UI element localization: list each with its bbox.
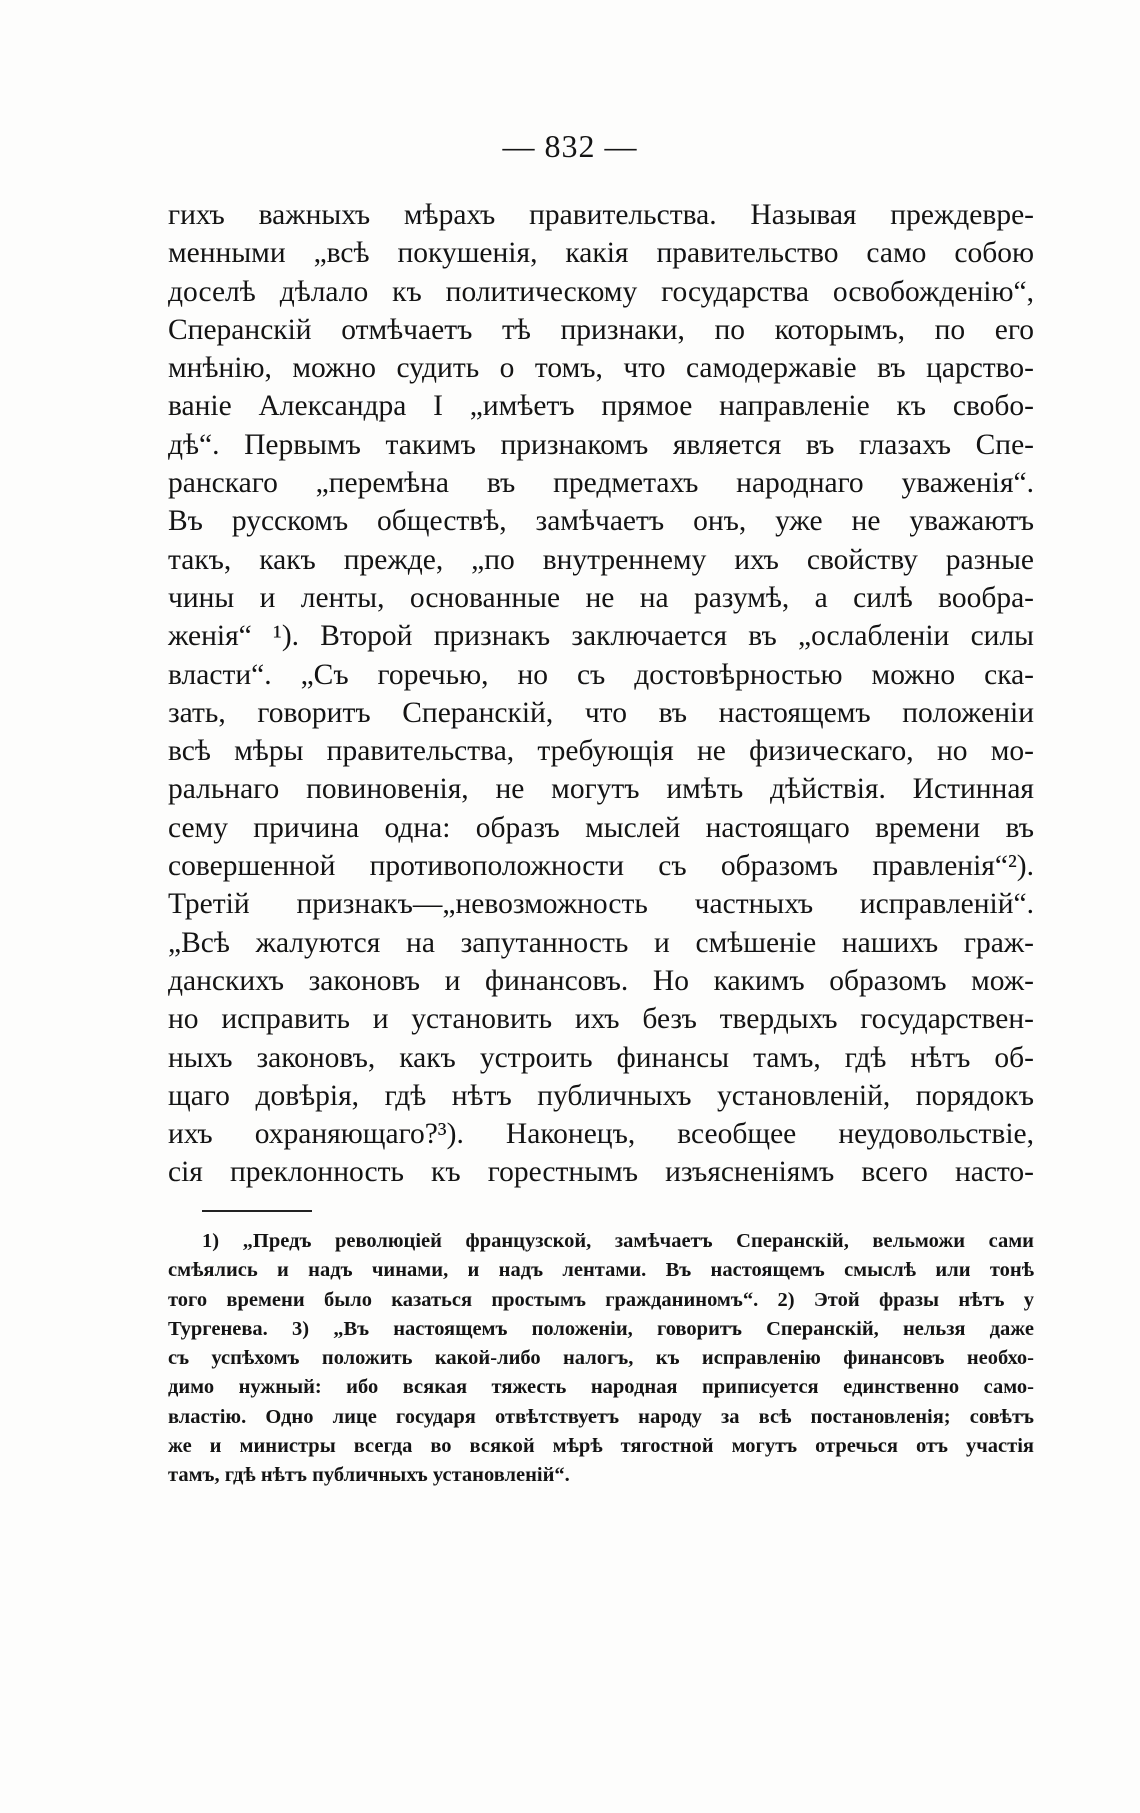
text-line: совершенной противоположности съ образомъ правленія“²).: [168, 850, 1034, 883]
text-line: ихъ охраняющаго?³). Наконецъ, всеобщее неудовольствіе,: [168, 1118, 1034, 1151]
text-line: сему причина одна: образъ мыслей настоящаго времени въ: [168, 811, 1034, 844]
text-line: щаго довѣрія, гдѣ нѣтъ публичныхъ установленій, порядокъ: [168, 1079, 1034, 1112]
text-line: дѣ“. Первымъ такимъ признакомъ является въ глазахъ Спе-: [168, 428, 1034, 461]
footnote-line: димо нужный: ибо всякая тяжесть народная приписуется единственно само-: [168, 1376, 1034, 1399]
text-line: Сперанскій отмѣчаетъ тѣ признаки, по которымъ, по его: [168, 313, 1034, 346]
text-line: ральнаго повиновенія, не могутъ имѣть дѣйствія. Истинная: [168, 773, 1034, 806]
text-line: чины и ленты, основанные не на разумѣ, а силѣ вообра-: [168, 581, 1034, 614]
footnote-line: тамъ, гдѣ нѣтъ публичныхъ установленій“.: [168, 1464, 570, 1487]
text-line: Въ русскомъ обществѣ, замѣчаетъ онъ, уже не уважаютъ: [168, 505, 1034, 538]
footnote-line: того времени было казаться простымъ гражданиномъ“. 2) Этой фразы нѣтъ у: [168, 1288, 1034, 1311]
footnote-line: Тургенева. 3) „Въ настоящемъ положеніи, говоритъ Сперанскій, нельзя даже: [168, 1317, 1034, 1340]
text-line: мнѣнію, можно судить о томъ, что самодержавіе въ царство-: [168, 352, 1034, 385]
footnote-line: же и министры всегда во всякой мѣрѣ тягостной могутъ отречься отъ участія: [168, 1435, 1034, 1458]
text-line: гихъ важныхъ мѣрахъ правительства. Называя преждевре-: [168, 199, 1034, 231]
text-line: женія“ ¹). Второй признакъ заключается въ „ослабленіи силы: [168, 620, 1034, 653]
footnote-line: властію. Одно лице государя отвѣтствуетъ народу за всѣ постановленія; совѣтъ: [168, 1405, 1034, 1428]
text-line: такъ, какъ прежде, „по внутреннему ихъ свойству разные: [168, 543, 1034, 576]
text-line: ныхъ законовъ, какъ устроить финансы тамъ, гдѣ нѣтъ об-: [168, 1041, 1034, 1074]
text-line: всѣ мѣры правительства, требующія не физическаго, но мо-: [168, 735, 1034, 768]
text-line: ранскаго „перемѣна въ предметахъ народнаго уваженія“.: [168, 467, 1034, 500]
main-text: [168, 196, 1034, 1192]
text-line: но исправить и установить ихъ безъ твердыхъ государствен-: [168, 1003, 1034, 1036]
text-line: зать, говоритъ Сперанскій, что въ настоящемъ положеніи: [168, 696, 1034, 729]
text-line: власти“. „Съ горечью, но съ достовѣрностью можно ска-: [168, 658, 1034, 691]
text-line: данскихъ законовъ и финансовъ. Но какимъ образомъ мож-: [168, 964, 1034, 997]
footnote-line: смѣялись и надъ чинами, и надъ лентами. Въ настоящемъ смыслѣ или тонѣ: [168, 1259, 1034, 1282]
page-number: — 832 —: [502, 128, 638, 164]
footnotes: [168, 1227, 1034, 1491]
footnote-line: 1) „Предъ революціей французской, замѣчаетъ Сперанскій, вельможи сами: [202, 1230, 1034, 1252]
text-line: доселѣ дѣлало къ политическому государства освобожденію“,: [168, 275, 1034, 308]
text-line: сія преклонность къ горестнымъ изъясненіямъ всего насто-: [168, 1156, 1034, 1189]
footnote-line: съ успѣхомъ положить какой-либо налогъ, къ исправленію финансовъ необхо-: [168, 1347, 1034, 1370]
text-line: „Всѣ жалуются на запутанность и смѣшеніе нашихъ граж-: [168, 926, 1034, 959]
footnote-divider: [202, 1210, 312, 1212]
text-line: ваніе Александра I „имѣетъ прямое направленіе къ свобо-: [168, 390, 1034, 423]
text-line: Третій признакъ—„невозможность частныхъ исправленій“.: [168, 888, 1034, 921]
text-line: менными „всѣ покушенія, какія правительство само собою: [168, 237, 1034, 270]
